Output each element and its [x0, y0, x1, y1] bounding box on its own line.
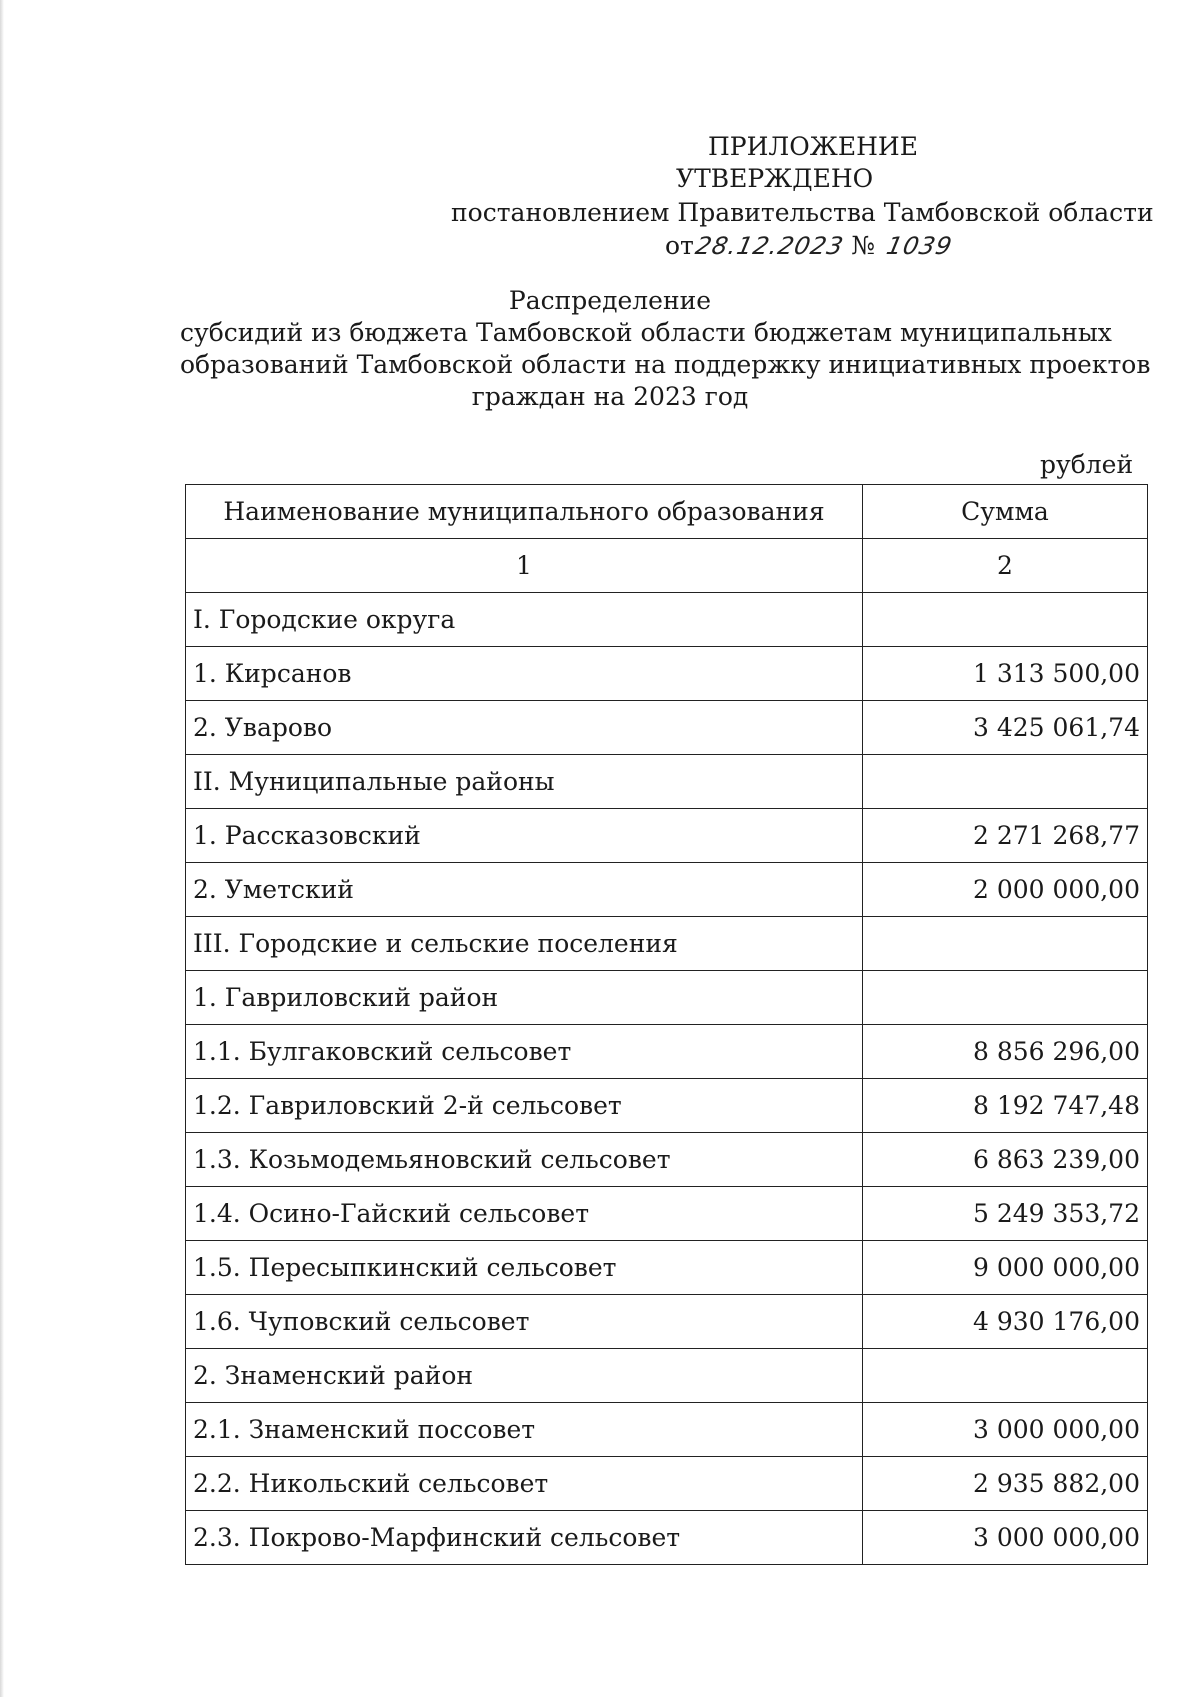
table-row [186, 1025, 1148, 1079]
header-amount: Сумма [863, 485, 1148, 539]
column-number-row [186, 539, 1148, 593]
table-row [186, 1403, 1148, 1457]
row-amount [863, 917, 1148, 971]
row-amount: 2 000 000,00 [863, 863, 1148, 917]
title-line-2: субсидий из бюджета Тамбовской области бюджетам муниципальных [180, 318, 1112, 347]
row-name: 2.1. Знаменский поссовет [186, 1403, 863, 1457]
column-number-1: 1 [186, 539, 863, 593]
column-number-2: 2 [863, 539, 1148, 593]
decree-date-line [665, 231, 956, 261]
row-amount: 8 856 296,00 [863, 1025, 1148, 1079]
document-title [180, 285, 1151, 413]
row-name: 2. Уметский [186, 863, 863, 917]
row-amount: 5 249 353,72 [863, 1187, 1148, 1241]
row-name: 1.4. Осино-Гайский сельсовет [186, 1187, 863, 1241]
row-amount [863, 1349, 1148, 1403]
table-row [186, 1079, 1148, 1133]
table-row [186, 863, 1148, 917]
scan-edge [0, 0, 4, 1697]
subsidy-table [185, 484, 1148, 1565]
row-name: 2.2. Никольский сельсовет [186, 1457, 863, 1511]
row-amount: 3 425 061,74 [863, 701, 1148, 755]
row-amount: 9 000 000,00 [863, 1241, 1148, 1295]
row-amount: 6 863 239,00 [863, 1133, 1148, 1187]
handwritten-number: 1039 [884, 232, 956, 260]
table-row [186, 1295, 1148, 1349]
row-amount: 3 000 000,00 [863, 1403, 1148, 1457]
table-row [186, 1457, 1148, 1511]
number-sign: № [851, 231, 875, 260]
units-label: рублей [1040, 450, 1134, 479]
row-amount: 2 271 268,77 [863, 809, 1148, 863]
row-name: 1. Кирсанов [186, 647, 863, 701]
row-name: 2. Знаменский район [186, 1349, 863, 1403]
table-row [186, 1187, 1148, 1241]
table-row [186, 1349, 1148, 1403]
title-line-1: Распределение [508, 286, 712, 315]
row-name: 2.3. Покрово-Марфинский сельсовет [186, 1511, 863, 1565]
row-name: 1.5. Пересыпкинский сельсовет [186, 1241, 863, 1295]
row-amount [863, 593, 1148, 647]
header-name: Наименование муниципального образования [186, 485, 863, 539]
row-amount: 3 000 000,00 [863, 1511, 1148, 1565]
approved-label: УТВЕРЖДЕНО [676, 164, 874, 193]
table-row [186, 917, 1148, 971]
title-line-3: образований Тамбовской области на поддержку инициативных проектов [180, 350, 1151, 379]
table-row [186, 971, 1148, 1025]
table-row [186, 1241, 1148, 1295]
row-amount: 1 313 500,00 [863, 647, 1148, 701]
table-row [186, 593, 1148, 647]
table-row [186, 1511, 1148, 1565]
table-body [186, 593, 1148, 1565]
title-line-4: граждан на 2023 год [471, 382, 749, 411]
row-amount [863, 755, 1148, 809]
row-amount: 2 935 882,00 [863, 1457, 1148, 1511]
row-amount: 8 192 747,48 [863, 1079, 1148, 1133]
table-row [186, 809, 1148, 863]
row-name: III. Городские и сельские поселения [186, 917, 863, 971]
row-name: 1.1. Булгаковский сельсовет [186, 1025, 863, 1079]
row-name: 1. Рассказовский [186, 809, 863, 863]
appendix-label: ПРИЛОЖЕНИЕ [708, 132, 918, 161]
decree-line: постановлением Правительства Тамбовской области [451, 198, 1154, 227]
row-name: I. Городские округа [186, 593, 863, 647]
table-row [186, 1133, 1148, 1187]
row-name: 1. Гавриловский район [186, 971, 863, 1025]
row-amount [863, 971, 1148, 1025]
row-name: II. Муниципальные районы [186, 755, 863, 809]
date-prefix: от [665, 231, 694, 260]
handwritten-date: 28.12.2023 [692, 232, 847, 260]
row-amount: 4 930 176,00 [863, 1295, 1148, 1349]
row-name: 2. Уварово [186, 701, 863, 755]
row-name: 1.2. Гавриловский 2-й сельсовет [186, 1079, 863, 1133]
table-header-row [186, 485, 1148, 539]
table-row [186, 701, 1148, 755]
row-name: 1.3. Козьмодемьяновский сельсовет [186, 1133, 863, 1187]
table-row [186, 647, 1148, 701]
row-name: 1.6. Чуповский сельсовет [186, 1295, 863, 1349]
table-row [186, 755, 1148, 809]
